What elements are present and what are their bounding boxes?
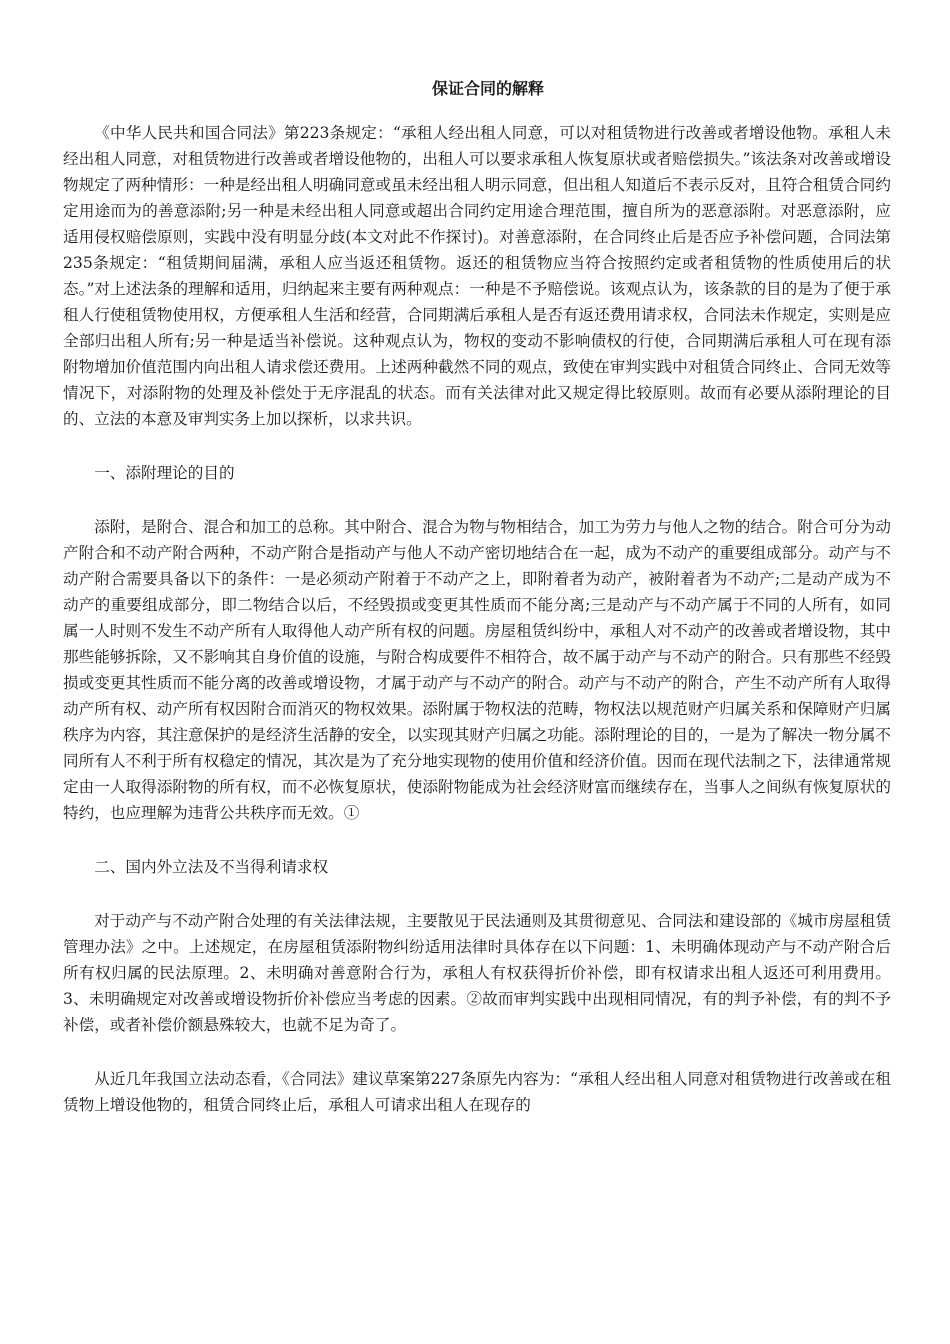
paragraph-section-2a: 对于动产与不动产附合处理的有关法律法规，主要散见于民法通则及其贯彻意见、合同法和建设部的《城市房屋租赁管理办法》之中。上述规定，在房屋租赁添附物纠纷适用法律时具体存在以下问题：1、未明确体现动产与不动产附合后所有权归属的民法原理。2、未明确对善意附合行为，承租人有权获得折价补偿，即有权请求出租人返还可利用费用。3、未明确规定对改善或增设物折价补偿应当考虑的因素。②故而审判实践中出现相同情况，有的判予补偿，有的判不予补偿，或者补偿价额悬殊较大，也就不足为奇了。 — [63, 912, 891, 1034]
paragraph-section-1: 添附，是附合、混合和加工的总称。其中附合、混合为物与物相结合，加工为劳力与他人之物的结合。附合可分为动产附合和不动产附合两种，不动产附合是指动产与他人不动产密切地结合在一起，成为不动产的重要组成部分。动产与不动产附合需要具备以下的条件：一是必须动产附着于不动产之上，即附着者为动产，被附着者为不动产;二是动产成为不动产的重要组成部分，即二物结合以后，不经毁损或变更其性质而不能分离;三是动产与不动产属于不同的人所有，如同属一人时则不发生不动产所有人取得他人动产所有权的问题。房屋租赁纠纷中，承租人对不动产的改善或者增设物，其中那些能够拆除，又不影响其自身价值的设施，与附合构成要件不相符合，故不属于动产与不动产的附合。只有那些不经毁损或变更其性质而不能分离的改善或增设物，才属于动产与不动产的附合。动产与不动产的附合，产生不动产所有人取得动产所有权、动产所有权因附合而消灭的物权效果。添附属于物权法的范畴，物权法以规范财产归属关系和保障财产归属秩序为内容，其注意保护的是经济生活静的安全，以实现其财产归属之功能。添附理论的目的，一是为了解决一物分属不同所有人不利于所有权稳定的情况，其次是为了充分地实现物的使用价值和经济价值。因而在现代法制之下，法律通常规定由一人取得添附物的所有权，而不必恢复原状，使添附物能成为社会经济财富而继续存在，当事人之间纵有恢复原状的特约，也应理解为违背公共秩序而无效。① — [63, 518, 891, 822]
section-heading-1: 一、添附理论的目的 — [94, 464, 235, 482]
paragraph-intro: 《中华人民共和国合同法》第223条规定：“承租人经出租人同意，可以对租赁物进行改善或者增设他物。承租人未经出租人同意，对租赁物进行改善或者增设他物的，出租人可以要求承租人恢复原状或者赔偿损失。”该法条对改善或增设物规定了两种情形：一种是经出租人明确同意或虽未经出租人明示同意，但出租人知道后不表示反对，且符合租赁合同约定用途而为的善意添附;另一种是未经出租人同意或超出合同约定用途合理范围，擅自所为的恶意添附。对恶意添附，应适用侵权赔偿原则，实践中没有明显分歧(本文对此不作探讨)。对善意添附，在合同终止后是否应予补偿问题，合同法第235条规定：“租赁期间届满，承租人应当返还租赁物。返还的租赁物应当符合按照约定或者租赁物的性质使用后的状态。”对上述法条的理解和适用，归纳起来主要有两种观点：一种是不予赔偿说。该观点认为，该条款的目的是为了便于承租人行使租赁物使用权，方便承租人生活和经营，合同期满后承租人是否有返还费用请求权，合同法未作规定，实则是应全部归出租人所有;另一种是适当补偿说。这种观点认为，物权的变动不影响债权的行使，合同期满后承租人可在现有添附物增加价值范围内向出租人请求偿还费用。上述两种截然不同的观点，致使在审判实践中对租赁合同终止、合同无效等情况下，对添附物的处理及补偿处于无序混乱的状态。而有关法律对此又规定得比较原则。故而有必要从添附理论的目的、立法的本意及审判实务上加以探析，以求共识。 — [63, 124, 891, 428]
paragraph-section-2b: 从近几年我国立法动态看，《合同法》建议草案第227条原先内容为：“承租人经出租人同意对租赁物进行改善或在租赁物上增设他物的，租赁合同终止后，承租人可请求出租人在现存的 — [63, 1070, 891, 1114]
section-heading-2: 二、国内外立法及不当得利请求权 — [94, 858, 329, 876]
document-body — [63, 120, 891, 1146]
document-title: 保证合同的解释 — [431, 79, 544, 98]
